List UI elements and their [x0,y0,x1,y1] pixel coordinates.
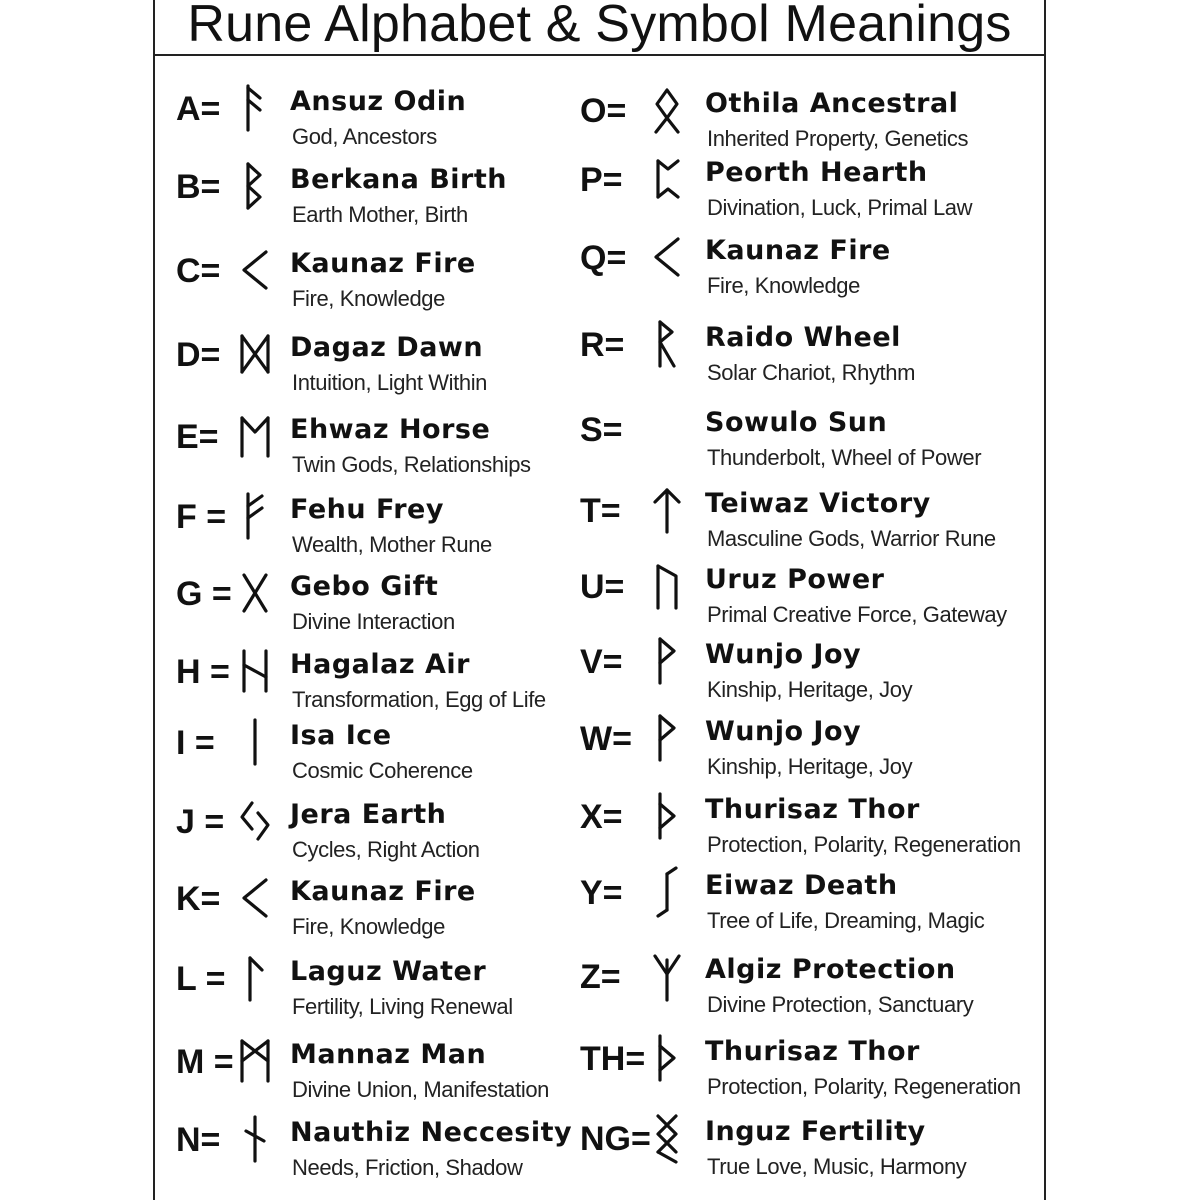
rune-name: Fehu Frey [290,494,444,525]
inguz-rune-icon [650,1112,684,1164]
rune-name: Kaunaz Fire [290,248,476,279]
rune-meaning: Wealth, Mother Rune [292,532,492,557]
rune-letter: W= [580,720,632,758]
page-title: Rune Alphabet & Symbol Meanings [187,0,1012,53]
othila-rune-icon [650,84,684,136]
thurisaz-rune-icon [650,790,684,842]
peorth-rune-icon [650,153,684,205]
rune-meaning: Primal Creative Force, Gateway [707,602,1007,627]
rune-name: Gebo Gift [290,571,439,602]
rune-letter: N= [176,1121,221,1159]
rune-letter: R= [580,326,625,364]
rune-letter: E= [176,418,219,456]
rune-meaning: Masculine Gods, Warrior Rune [707,526,996,551]
rune-meaning: Fire, Knowledge [292,286,445,311]
rune-name: Thurisaz Thor [705,1036,920,1067]
eiwaz-rune-icon [650,866,684,918]
rune-letter: S= [580,411,623,449]
rune-meaning: Needs, Friction, Shadow [292,1155,523,1180]
rune-letter: U= [580,568,625,606]
rune-name: Peorth Hearth [705,157,928,188]
rune-entry-th [0,1032,1200,1108]
rune-meaning: God, Ancestors [292,124,437,149]
uruz-rune-icon [650,560,684,612]
rune-entry-q [0,231,1200,307]
rune-letter: H = [176,653,230,691]
rune-meaning: Twin Gods, Relationships [292,452,531,477]
rune-entry-ng [0,1112,1200,1188]
rune-name: Berkana Birth [290,164,508,195]
algiz-rune-icon [650,950,684,1002]
rune-meaning: Thunderbolt, Wheel of Power [707,445,982,470]
rune-name: Algiz Protection [705,954,956,985]
rune-letter: M = [176,1043,234,1081]
rune-name: Kaunaz Fire [290,876,476,907]
rune-entry-v [0,635,1200,711]
rune-letter: C= [176,252,221,290]
rune-meaning: Solar Chariot, Rhythm [707,360,916,385]
rune-meaning: Fire, Knowledge [707,273,860,298]
rune-meaning: Protection, Polarity, Regeneration [707,1074,1021,1099]
rune-name: Ehwaz Horse [290,414,491,445]
rune-entry-p [0,153,1200,229]
title-bar [153,0,1046,56]
rune-name: Wunjo Joy [705,716,862,747]
rune-name: Nauthiz Neccesity [290,1117,573,1148]
rune-name: Thurisaz Thor [705,794,920,825]
rune-letter: D= [176,336,221,374]
wunjo-rune-icon [650,635,684,687]
rune-entry-x [0,790,1200,866]
rune-letter: V= [580,643,623,681]
rune-name: Uruz Power [705,564,885,595]
rune-letter: NG= [580,1120,651,1158]
rune-letter: P= [580,161,623,199]
rune-letter: F = [176,498,227,536]
rune-name: Raido Wheel [705,322,901,353]
rune-meaning: Kinship, Heritage, Joy [707,754,913,779]
rune-name: Ansuz Odin [290,86,467,117]
rune-letter: K= [176,880,221,918]
thurisaz-rune-icon [650,1032,684,1084]
rune-entry-z [0,950,1200,1026]
rune-name: Kaunaz Fire [705,235,891,266]
rune-meaning: Protection, Polarity, Regeneration [707,832,1021,857]
rune-name: Laguz Water [290,956,487,987]
rune-name: Othila Ancestral [705,88,959,119]
rune-entry-y [0,866,1200,942]
wunjo-rune-icon [650,712,684,764]
rune-meaning: Tree of Life, Dreaming, Magic [707,908,985,933]
rune-name: Eiwaz Death [705,870,898,901]
rune-name: Dagaz Dawn [290,332,484,363]
rune-meaning: Divination, Luck, Primal Law [707,195,973,220]
rune-letter: Y= [580,874,623,912]
kaunaz-rune-icon [650,231,684,283]
rune-name: Isa Ice [290,720,392,751]
rune-letter: O= [580,92,627,130]
rune-meaning: Transformation, Egg of Life [292,687,546,712]
rune-entry-o [0,84,1200,160]
rune-letter: J = [176,803,225,841]
rune-letter: A= [176,90,221,128]
rune-meaning: Divine Interaction [292,609,455,634]
rune-name: Inguz Fertility [705,1116,926,1147]
rune-meaning: Divine Union, Manifestation [292,1077,550,1102]
rune-letter: X= [580,798,623,836]
rune-meaning: True Love, Music, Harmony [707,1154,967,1179]
rune-meaning: Cosmic Coherence [292,758,473,783]
raido-rune-icon [650,318,684,370]
rune-meaning: Fire, Knowledge [292,914,445,939]
rune-entry-t [0,484,1200,560]
rune-entry-r [0,318,1200,394]
rune-meaning: Intuition, Light Within [292,370,488,395]
rune-meaning: Cycles, Right Action [292,837,480,862]
rune-name: Mannaz Man [290,1039,487,1070]
rune-letter: G = [176,575,232,613]
rune-meaning: Divine Protection, Sanctuary [707,992,974,1017]
rune-name: Hagalaz Air [290,649,470,680]
rune-letter: Z= [580,958,621,996]
rune-letter: T= [580,492,621,530]
rune-letter: Q= [580,239,627,277]
rune-glyph-blank [650,403,684,455]
rune-meaning: Earth Mother, Birth [292,202,468,227]
rune-entry-s [0,403,1200,479]
teiwaz-rune-icon [650,484,684,536]
rune-name: Wunjo Joy [705,639,862,670]
rune-name: Teiwaz Victory [705,488,931,519]
rune-meaning: Inherited Property, Genetics [707,126,969,151]
rune-name: Sowulo Sun [705,407,888,438]
rune-name: Jera Earth [290,799,447,830]
rune-entry-w [0,712,1200,788]
rune-entry-u [0,560,1200,636]
rune-letter: TH= [580,1040,646,1078]
rune-letter: I = [176,724,215,762]
rune-letter: B= [176,168,221,206]
rune-meaning: Fertility, Living Renewal [292,994,513,1019]
rune-meaning: Kinship, Heritage, Joy [707,677,913,702]
rune-letter: L = [176,960,226,998]
